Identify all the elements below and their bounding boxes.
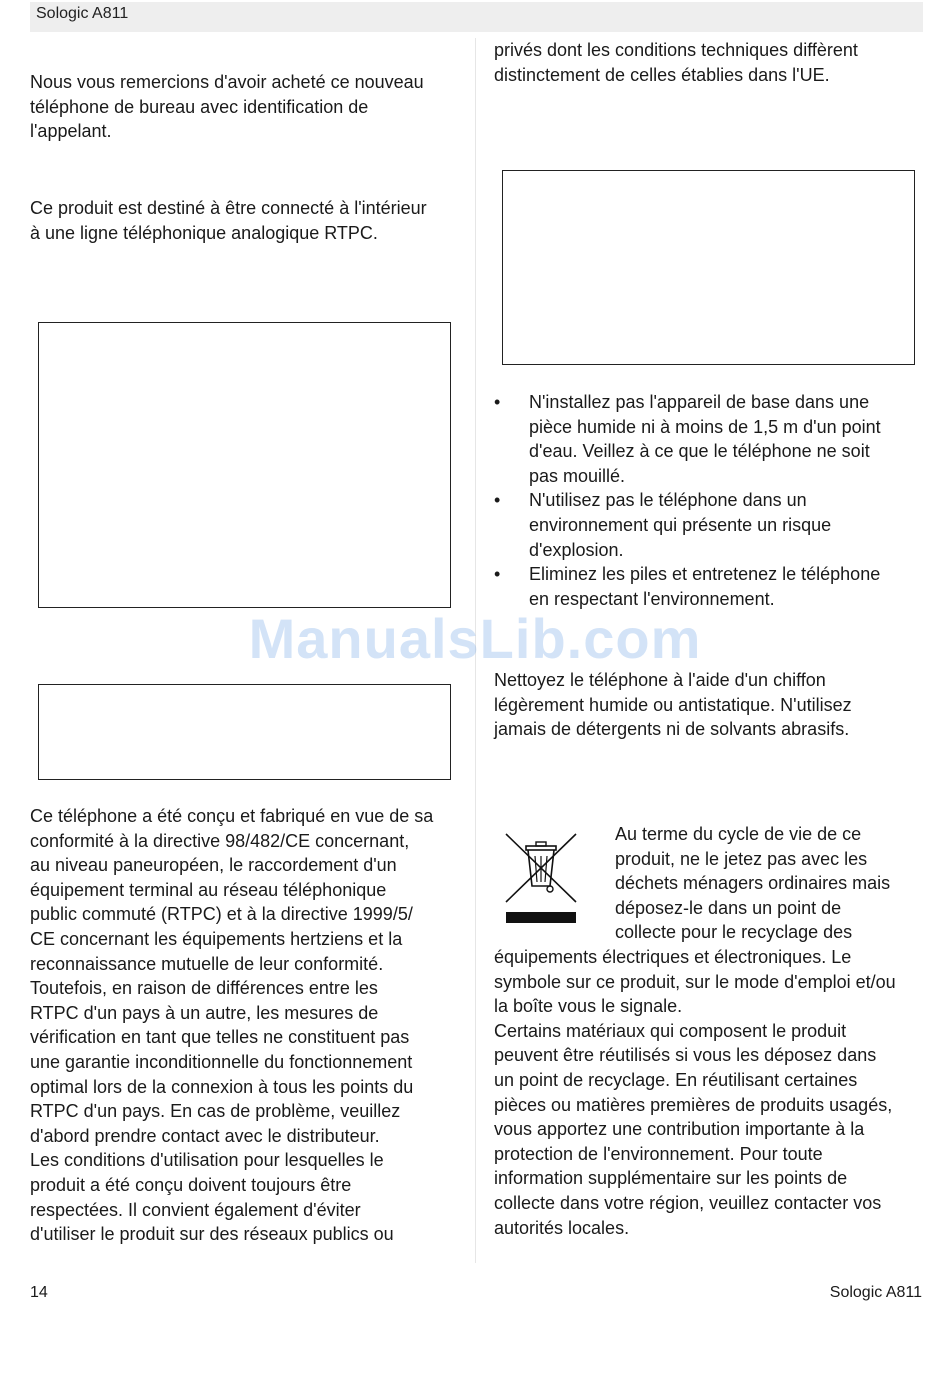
intended-use-paragraph: Ce produit est destiné à être connecté à l'intérieur à une ligne téléphonique analogique RTPC. xyxy=(30,198,427,243)
list-item: • N'installez pas l'appareil de base dans une pièce humide ni à moins de 1,5 m d'un point d'eau. Veillez à ce que le téléphone ne soit pas mouillé. xyxy=(494,390,924,488)
empty-frame-box xyxy=(38,322,451,608)
intro-paragraph: Nous vous remercions d'avoir acheté ce nouveau téléphone de bureau avec identification de l'appelant. xyxy=(30,72,424,142)
recycling-paragraph: équipements électriques et électroniques. Le symbole sur ce produit, sur le mode d'emploi et/ou la boîte vous le signale. Certains matériaux qui composent le produit peuvent être réutilisés si vous les déposez dans un point de recyclage. En réutilisant certaines pièces ou matières premières de produits usagés, vous apportez une contribution importante à la protection de l'environnement. Pour toute information supplémentaire sur les points de collecte dans votre région, veuillez contacter vos autorités locales. xyxy=(494,947,896,1238)
empty-frame-box xyxy=(38,684,451,780)
weee-paragraph: Au terme du cycle de vie de ce produit, ne le jetez pas avec les déchets ménagers ordinaires mais déposez-le dans un point de collecte pour le recyclage des xyxy=(615,824,891,943)
list-item: • N'utilisez pas le téléphone dans un environnement qui présente un risque d'explosion. xyxy=(494,488,924,562)
conformity-paragraph: Ce téléphone a été conçu et fabriqué en vue de sa conformité à la directive 98/482/CE concernant, au niveau paneuropéen, le raccordement d'un équipement terminal au réseau téléphonique public commuté (RTPC) et à la directive 1999/5/ CE concernant les équipements hertziens et la reconnaissance mutuelle de leur conformité. Toutefois, en raison de différences entre les RTPC d'un pays à un autre, les mesures de vérification en tant que telles ne constituent pas une garantie inconditionnelle du fonctionnement optimal lors de la connexion à tous les points du RTPC d'un pays. En cas de problème, veuillez d'abord prendre contact avec le distributeur. Les conditions d'utilisation pour lesquelles le produit a été conçu doivent toujours être respectées. Il convient également d'éviter d'utiliser le produit sur des réseaux publics ou xyxy=(30,806,434,1245)
crossed-out-wheelie-bin-icon xyxy=(502,832,578,924)
conformity-continued-paragraph: privés dont les conditions techniques diffèrent distinctement de celles établies dans l'UE. xyxy=(494,40,858,85)
cleaning-paragraph: Nettoyez le téléphone à l'aide d'un chiffon légèrement humide ou antistatique. N'utilisez jamais de détergents ni de solvants abrasifs. xyxy=(494,670,852,740)
list-item: • Eliminez les piles et entretenez le téléphone en respectant l'environnement. xyxy=(494,562,924,611)
empty-frame-box xyxy=(502,170,915,365)
safety-bullet-list xyxy=(494,390,924,611)
header-bar xyxy=(30,2,923,32)
page-number: 14 xyxy=(30,1284,48,1301)
header-title: Sologic A811 xyxy=(36,5,129,22)
footer-title: Sologic A811 xyxy=(829,1284,922,1301)
watermark: ManualsLib.com xyxy=(248,607,702,670)
